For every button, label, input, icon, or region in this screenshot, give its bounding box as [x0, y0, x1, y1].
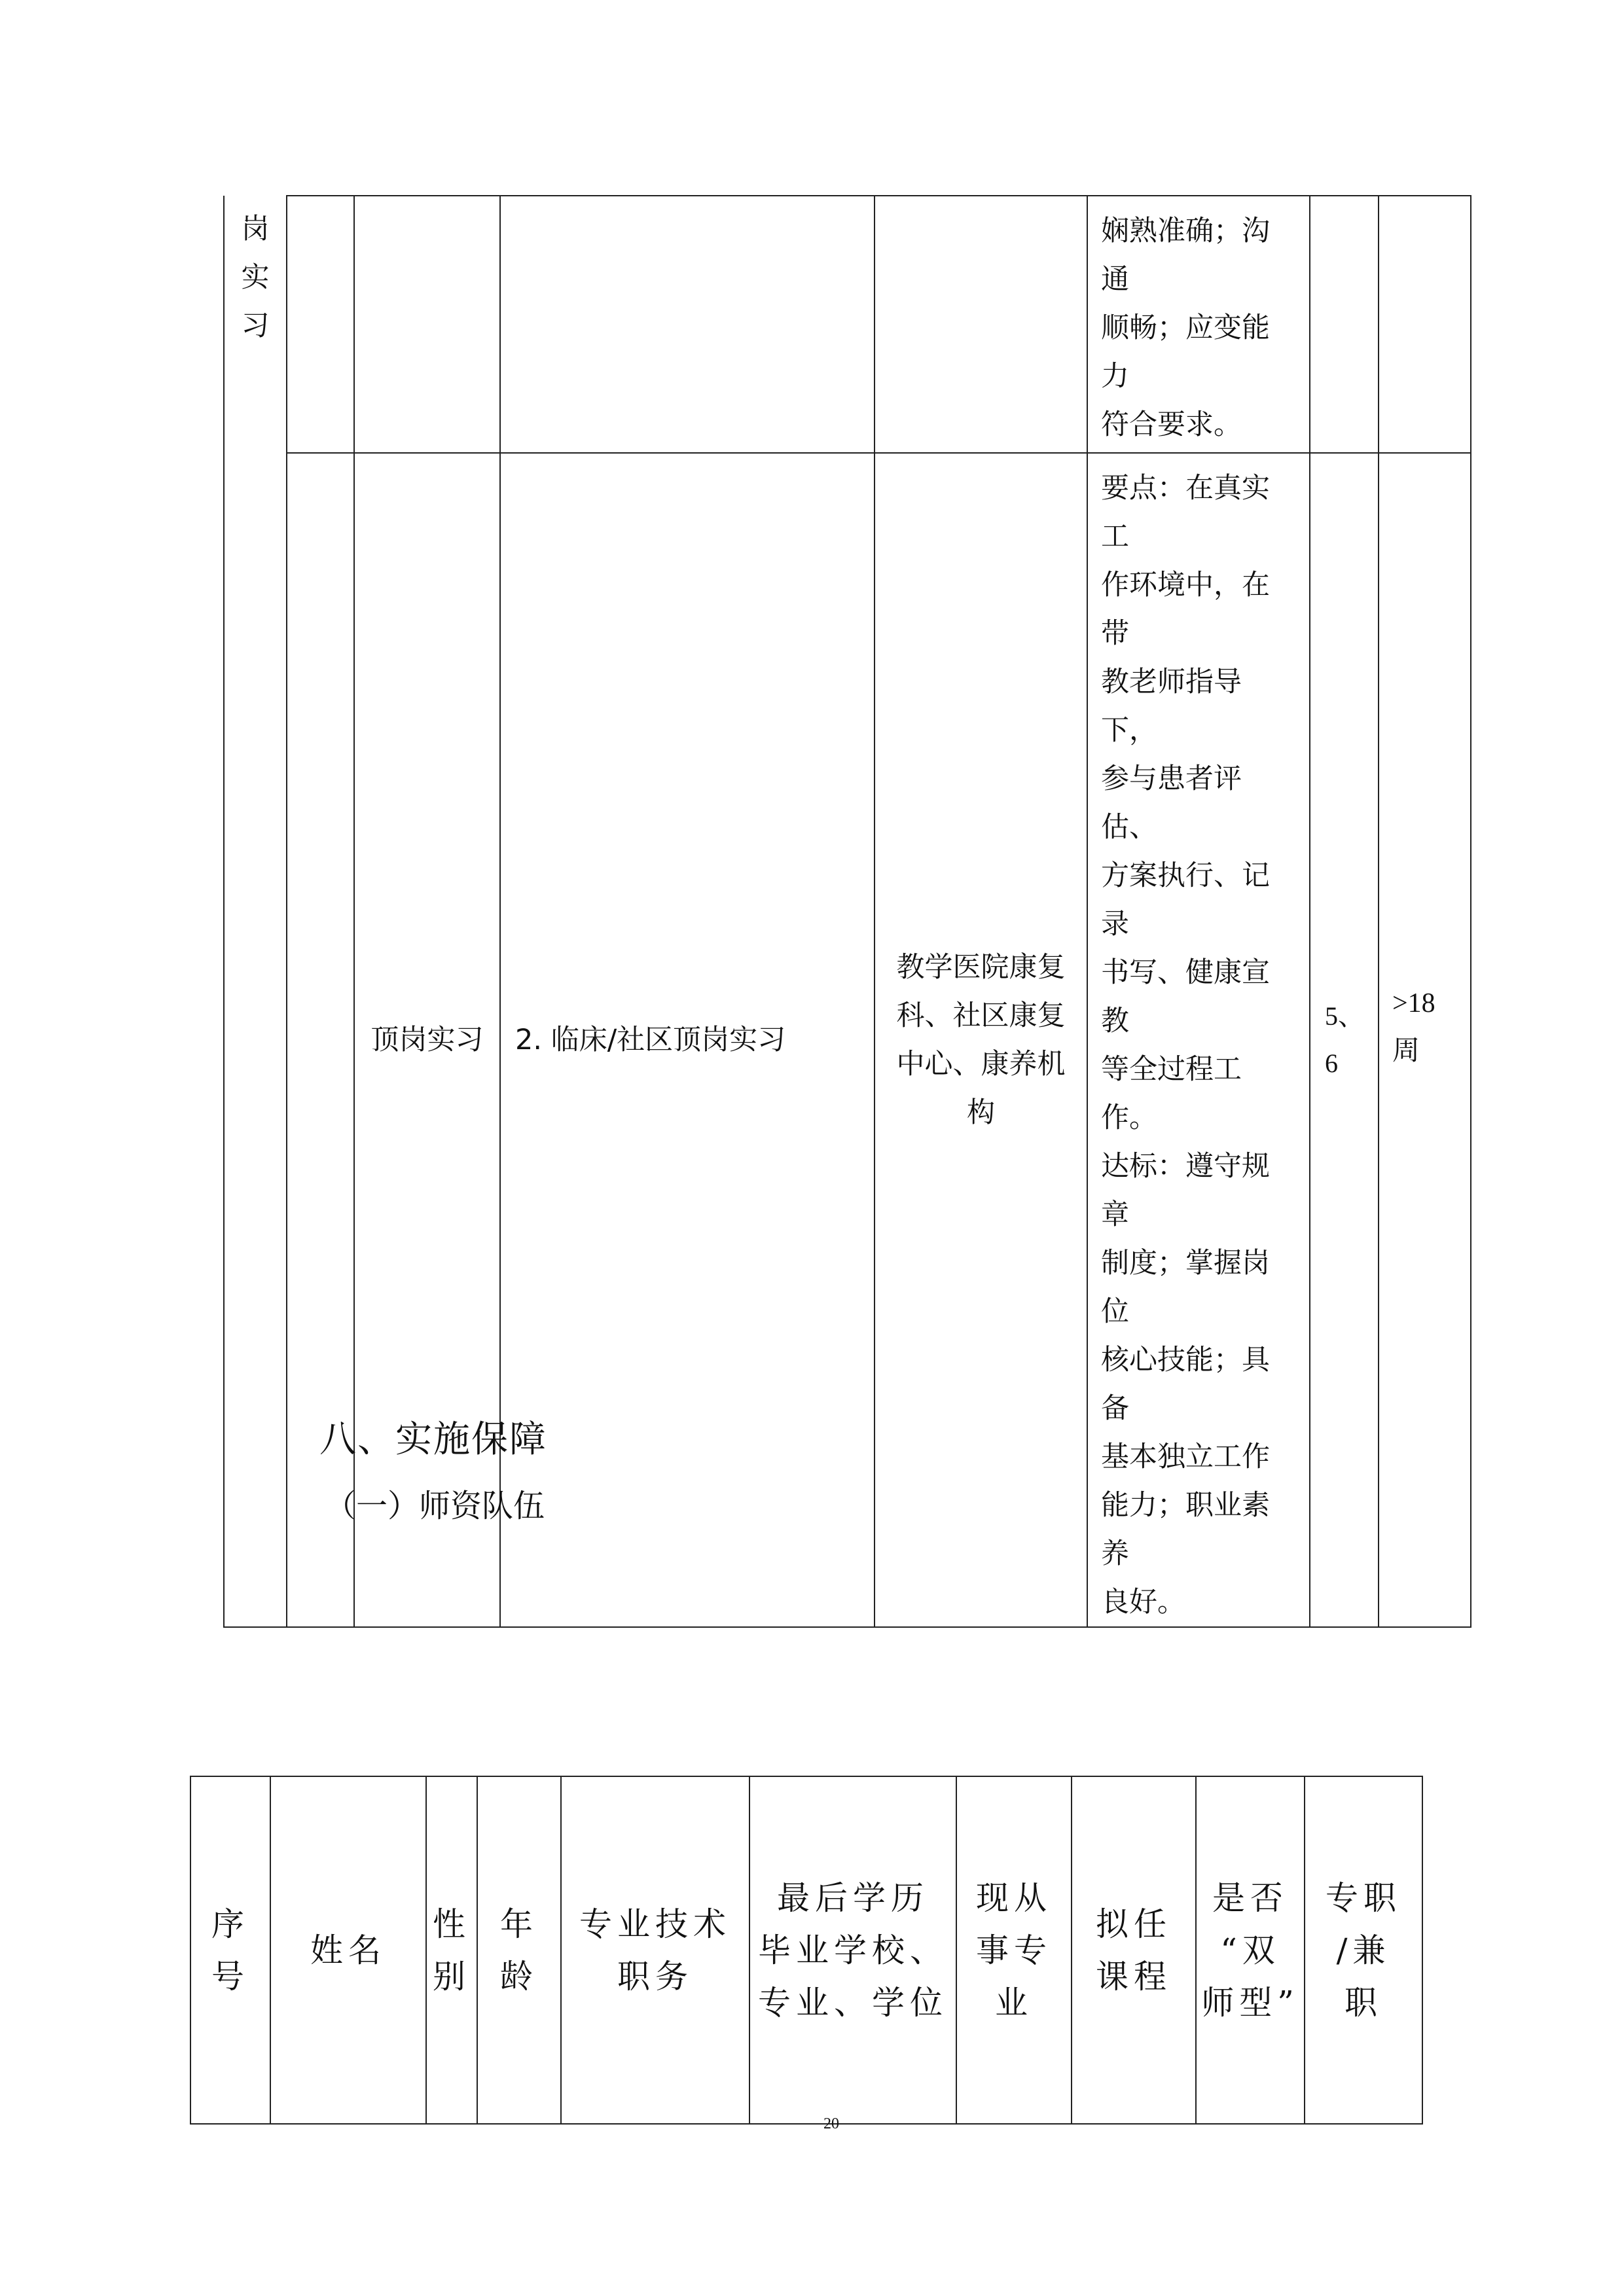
- header-line: 事专: [976, 1931, 1052, 1969]
- text-line: 良好。: [1101, 1586, 1185, 1619]
- text-line: 达标：遵守规章: [1101, 1150, 1270, 1231]
- text-line: 构: [967, 1096, 995, 1129]
- header-cell-age: [477, 1776, 561, 2124]
- header-line: 职务: [617, 1957, 693, 1996]
- teacher-table: [190, 1776, 1423, 2125]
- text-line: 能力；职业素养: [1101, 1489, 1270, 1570]
- project-name: 2. 临床/社区顶岗实习: [515, 1024, 786, 1056]
- header-line: 拟任: [1096, 1905, 1172, 1943]
- text-line: 顺畅；应变能力: [1101, 312, 1270, 393]
- header-line: 课程: [1096, 1957, 1172, 1996]
- text-line: 中心、康养机: [896, 1048, 1066, 1081]
- module-cell: [354, 196, 500, 453]
- header-cell-title: [561, 1776, 749, 2124]
- text-line: 基本独立工作: [1101, 1441, 1270, 1473]
- header-cell-gender: [426, 1776, 477, 2124]
- section-label-cell: [224, 196, 287, 1627]
- header-line: 专职: [1326, 1878, 1401, 1917]
- text-line: 制度；掌握岗位: [1101, 1247, 1270, 1328]
- text-line: 教老师指导下，: [1101, 666, 1242, 747]
- header-cell-fulltime: [1305, 1776, 1422, 2124]
- page-number: 20: [823, 2115, 839, 2132]
- header-cell-index: [190, 1776, 270, 2124]
- text-line: 娴熟准确；沟通: [1101, 215, 1270, 296]
- text-line: 核心技能；具备: [1101, 1344, 1270, 1425]
- text-line: >18: [1392, 988, 1435, 1018]
- header-line: 姓名: [310, 1931, 386, 1969]
- section-heading: 八、实施保障: [319, 1418, 547, 1461]
- header-line: 是否: [1212, 1878, 1288, 1917]
- text-line: 书写、健康宣教: [1101, 956, 1270, 1037]
- header-line: 职: [1344, 1983, 1382, 2022]
- header-line: 师型”: [1201, 1983, 1299, 2022]
- location-cell: [875, 196, 1087, 453]
- duration-cell: [1379, 453, 1471, 1627]
- text-line: 要点：在真实工: [1101, 472, 1270, 553]
- project-cell: [500, 196, 875, 453]
- header-line: 别: [433, 1957, 471, 1996]
- text-line: 方案执行、记录: [1101, 859, 1270, 941]
- header-line: “双: [1220, 1931, 1280, 1969]
- text-line: 周: [1392, 1034, 1420, 1066]
- header-line: 性: [433, 1905, 471, 1943]
- location-cell: [875, 453, 1087, 1627]
- text-line: 符合要求。: [1101, 408, 1242, 441]
- text-line: 作环境中，在带: [1101, 569, 1270, 650]
- header-line: 龄: [500, 1957, 538, 1996]
- semester-cell: [1310, 453, 1379, 1627]
- subsection-heading: （一）师资队伍: [325, 1488, 545, 1524]
- header-line: 毕业学校、: [758, 1931, 948, 1969]
- header-line: 业: [995, 1983, 1033, 2022]
- header-line: 专业、学位: [758, 1983, 948, 2022]
- content-cell: [1087, 453, 1310, 1627]
- standard-cell: [1087, 196, 1310, 453]
- section-label-char: 实: [241, 261, 270, 294]
- text-line: 6: [1325, 1049, 1338, 1078]
- header-cell-course: [1072, 1776, 1196, 2124]
- index-cell: [287, 196, 354, 453]
- header-line: 最后学历: [777, 1878, 929, 1917]
- header-line: 现从: [976, 1878, 1052, 1917]
- header-line: /兼: [1336, 1931, 1391, 1969]
- header-cell-education: [749, 1776, 956, 2124]
- header-line: 年: [500, 1905, 538, 1943]
- semester-cell: [1310, 196, 1379, 453]
- header-cell-dual-teacher: [1196, 1776, 1305, 2124]
- text-line: 等全过程工作。: [1101, 1053, 1242, 1134]
- text-line: 参与患者评估、: [1101, 762, 1242, 844]
- header-cell-name: [270, 1776, 426, 2124]
- module-name: 顶岗实习: [370, 1024, 484, 1056]
- text-line: 科、社区康复: [896, 999, 1066, 1032]
- header-line: 序: [211, 1905, 249, 1943]
- header-line: 专业技术: [579, 1905, 731, 1943]
- project-cell: [500, 453, 875, 1627]
- section-label-char: 习: [241, 310, 270, 342]
- header-line: 号: [211, 1957, 249, 1996]
- duration-cell: [1379, 196, 1471, 453]
- section-label-char: 岗: [241, 213, 270, 245]
- text-line: 5、: [1325, 1001, 1364, 1031]
- text-line: 教学医院康复: [896, 951, 1066, 984]
- header-cell-current-major: [956, 1776, 1072, 2124]
